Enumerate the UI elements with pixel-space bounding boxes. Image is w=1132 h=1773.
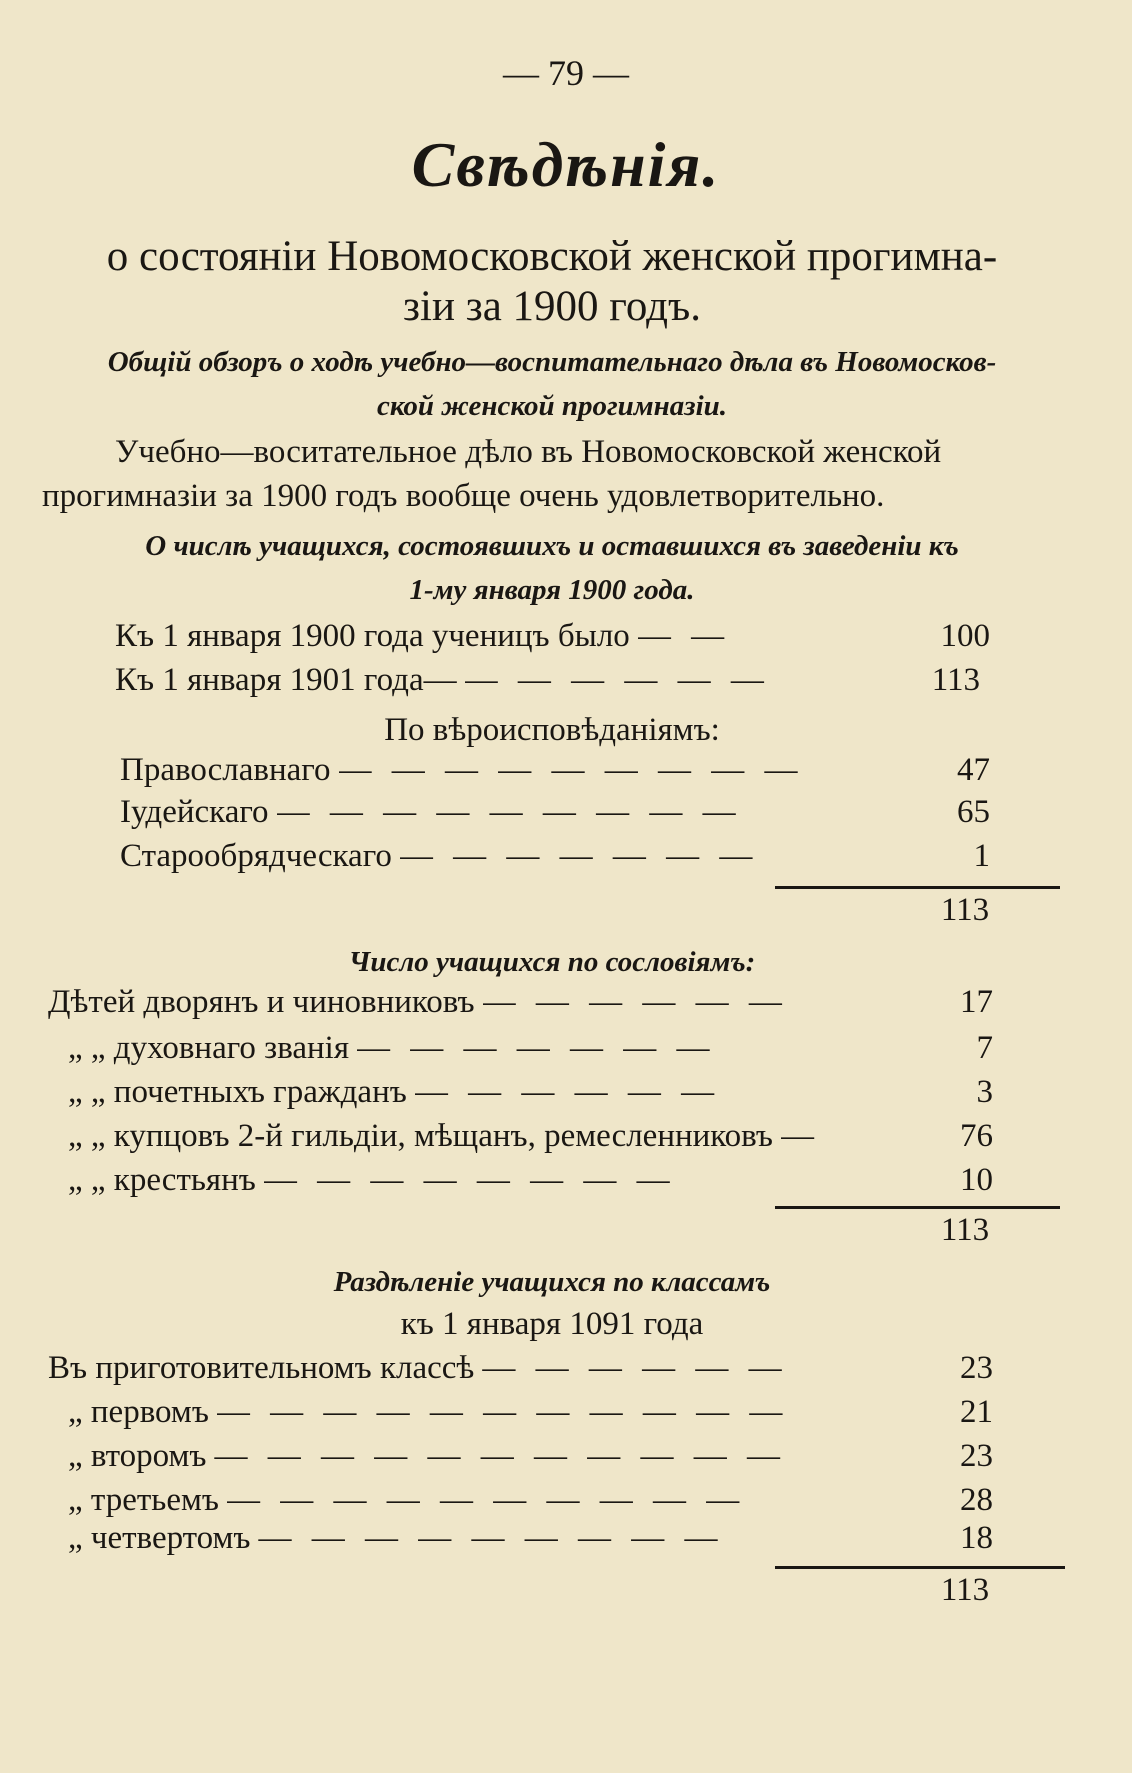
- row-label: Къ 1 января 1901 года—: [115, 662, 457, 698]
- overview-heading-line-2: ской женской прогимназіи.: [376, 390, 728, 422]
- row-value: 65: [957, 794, 990, 830]
- row-value: 7: [976, 1030, 993, 1066]
- leader-dashes: — — — — — —: [482, 1350, 788, 1386]
- row-value: 10: [960, 1162, 993, 1198]
- leader-dashes: — — — — — — — — —: [276, 794, 742, 830]
- row-value: 23: [960, 1350, 993, 1386]
- row-label: Дѣтей дворянъ и чиновниковъ: [48, 984, 475, 1020]
- row-label: Въ приготовительномъ классѣ: [48, 1350, 475, 1386]
- count-heading-line-2: 1-му января 1900 года.: [409, 574, 695, 606]
- row-value: 100: [940, 618, 990, 654]
- count-row-1901: [115, 662, 980, 699]
- overview-text-line-1: Учебно—воситательное дѣло въ Новомосковской женской: [115, 434, 942, 470]
- count-heading-line-1: О числѣ учащихся, состоявшихъ и оставшихся въ заведеніи къ: [145, 530, 959, 562]
- row-label: „ второмъ: [68, 1438, 207, 1474]
- page-number: — 79 —: [503, 53, 629, 93]
- religion-heading: По вѣроисповѣданіямъ:: [384, 712, 720, 748]
- class-row: [68, 1482, 993, 1519]
- leader-dashes: — — — — — — — — — — —: [216, 1394, 789, 1430]
- class-heading-line-1: Раздѣленіе учащихся по классамъ: [333, 1266, 771, 1298]
- row-value: 18: [960, 1520, 993, 1556]
- row-value: 1: [973, 838, 990, 874]
- estate-heading: Число учащихся по сословіямъ:: [348, 946, 756, 978]
- leader-dashes: — — — — — — — — — —: [226, 1482, 746, 1518]
- estate-total: 113: [940, 1212, 990, 1248]
- page-title: Свѣдѣнія.: [411, 129, 721, 200]
- religion-total: 113: [940, 892, 990, 928]
- row-label: „ „ купцовъ 2-й гильдіи, мѣщанъ, ремесленниковъ: [68, 1118, 773, 1154]
- row-label: „ третьемъ: [68, 1482, 219, 1518]
- row-label: Старообрядческаго: [120, 838, 392, 874]
- row-label: Іудейскаго: [120, 794, 269, 830]
- row-value: 76: [960, 1118, 993, 1154]
- leader-dashes: — — — — — —: [464, 662, 770, 698]
- leader-dashes: — — — — — — —: [357, 1030, 716, 1066]
- leader-dashes: — — — — — — — — —: [258, 1520, 724, 1556]
- row-value: 21: [960, 1394, 993, 1430]
- total-rule: [775, 1206, 1060, 1209]
- subtitle-line-1: о состояніи Новомосковской женской прогимна-: [106, 233, 998, 280]
- class-row: [68, 1520, 993, 1557]
- row-value: 3: [976, 1074, 993, 1110]
- leader-dashes: — — — — — — — — — — —: [214, 1438, 786, 1474]
- row-label: „ четвертомъ: [68, 1520, 251, 1556]
- row-value: 17: [960, 984, 993, 1020]
- row-label: „ „ почетныхъ гражданъ: [68, 1074, 407, 1110]
- leader-dashes: — — — — — — — — —: [338, 752, 804, 788]
- leader-dashes: — — — — — —: [414, 1074, 721, 1110]
- estate-row: [68, 1074, 993, 1111]
- overview-text-line-2: прогимназіи за 1900 годъ вообще очень удовлетворительно.: [42, 478, 885, 514]
- row-value: 28: [960, 1482, 993, 1518]
- row-label: Православнаго: [120, 752, 331, 788]
- class-row: [68, 1438, 993, 1475]
- total-rule: [775, 886, 1060, 889]
- leader-dashes: — — — — — —: [482, 984, 788, 1020]
- class-total: 113: [940, 1572, 990, 1608]
- row-value: 47: [957, 752, 990, 788]
- total-rule: [775, 1566, 1065, 1569]
- class-row: [48, 1350, 993, 1387]
- subtitle-line-2: зіи за 1900 годъ.: [403, 283, 701, 330]
- leader-dashes: — —: [637, 618, 731, 654]
- estate-row: [68, 1118, 993, 1155]
- religion-row: [120, 794, 990, 831]
- class-heading-line-2: къ 1 января 1091 года: [400, 1306, 704, 1342]
- religion-row: [120, 838, 990, 875]
- leader-dashes: — — — — — — —: [399, 838, 759, 874]
- row-label: „ „ духовнаго званія: [68, 1030, 350, 1066]
- class-row: [68, 1394, 993, 1431]
- row-label: Къ 1 января 1900 года ученицъ было: [115, 618, 630, 654]
- estate-row: [48, 984, 993, 1021]
- row-value: 113: [931, 662, 980, 698]
- count-row-1900: [115, 618, 990, 655]
- estate-row: [68, 1162, 993, 1199]
- estate-row: [68, 1030, 993, 1067]
- overview-heading-line-1: Общій обзоръ о ходѣ учебно—воспитательнаго дѣла въ Новомосков-: [107, 346, 997, 378]
- leader-dashes: —: [781, 1118, 820, 1154]
- leader-dashes: — — — — — — — —: [263, 1162, 676, 1198]
- row-label: „ первомъ: [68, 1394, 209, 1430]
- row-value: 23: [960, 1438, 993, 1474]
- row-label: „ „ крестьянъ: [68, 1162, 256, 1198]
- religion-row: [120, 752, 990, 789]
